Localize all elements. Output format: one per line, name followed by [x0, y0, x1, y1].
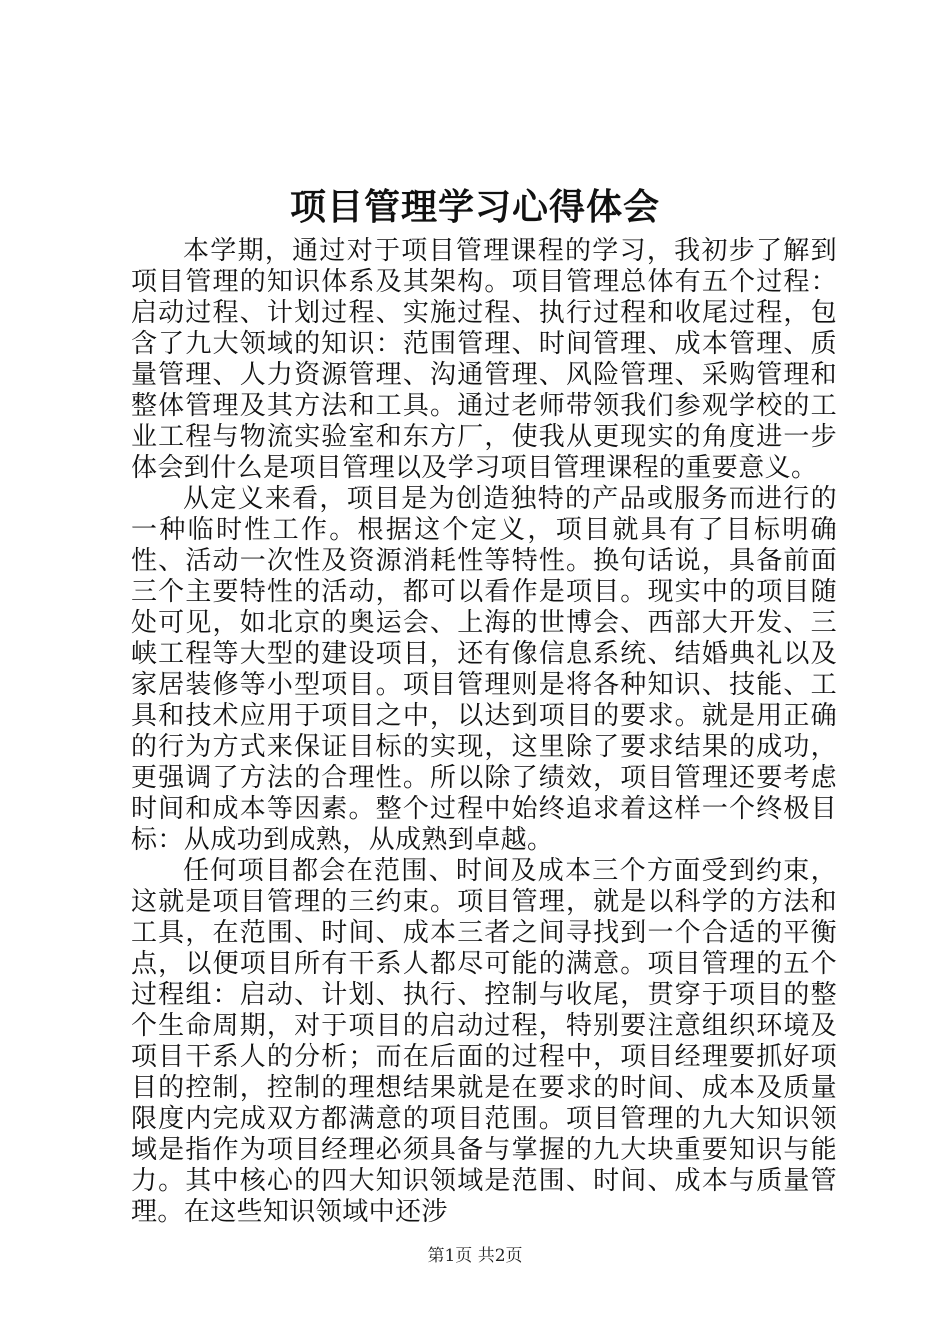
document-title: 项目管理学习心得体会 — [289, 186, 660, 228]
page-number-footer: 第1页 共2页 — [427, 1246, 523, 1266]
paragraph-3: 任何项目都会在范围、时间及成本三个方面受到约束，这就是项目管理的三约束。项目管理，就是以科学的方法和工具，在范围、时间、成本三者之间寻找到一个合适的平衡点，以便项目所有干系人都尽可能的满意。项目管理的五个过程组：启动、计划、执行、控制与收尾，贯穿于项目的整个生命周期，对于项目的启动过程，特别要注意组织环境及项目干系人的分析；而在后面的过程中，项目经理要抓好项目的控制，控制的理想结果就是在要求的时间、成本及质量限度内完成双方都满意的项目范围。项目管理的九大知识领域是指作为项目经理必须具备与掌握的九大块重要知识与能力。其中核心的四大知识领域是范围、时间、成本与质量管理。在这些知识领域中还涉 — [131, 856, 837, 1227]
paragraph-1: 本学期，通过对于项目管理课程的学习，我初步了解到项目管理的知识体系及其架构。项目管理总体有五个过程：启动过程、计划过程、实施过程、执行过程和收尾过程，包含了九大领域的知识：范围管理、时间管理、成本管理、质量管理、人力资源管理、沟通管理、风险管理、采购管理和整体管理及其方法和工具。通过老师带领我们参观学校的工业工程与物流实验室和东方厂，使我从更现实的角度进一步体会到什么是项目管理以及学习项目管理课程的重要意义。 — [131, 236, 837, 483]
document-body — [131, 236, 837, 1228]
paragraph-2: 从定义来看，项目是为创造独特的产品或服务而进行的一种临时性工作。根据这个定义，项目就具有了目标明确性、活动一次性及资源消耗性等特性。换句话说，具备前面三个主要特性的活动，都可以看作是项目。现实中的项目随处可见，如北京的奥运会、上海的世博会、西部大开发、三峡工程等大型的建设项目，还有像信息系统、结婚典礼以及家居装修等小型项目。项目管理则是将各种知识、技能、工具和技术应用于项目之中，以达到项目的要求。就是用正确的行为方式来保证目标的实现，这里除了要求结果的成功，更强调了方法的合理性。所以除了绩效，项目管理还要考虑时间和成本等因素。整个过程中始终追求着这样一个终极目标：从成功到成熟，从成熟到卓越。 — [131, 484, 837, 855]
